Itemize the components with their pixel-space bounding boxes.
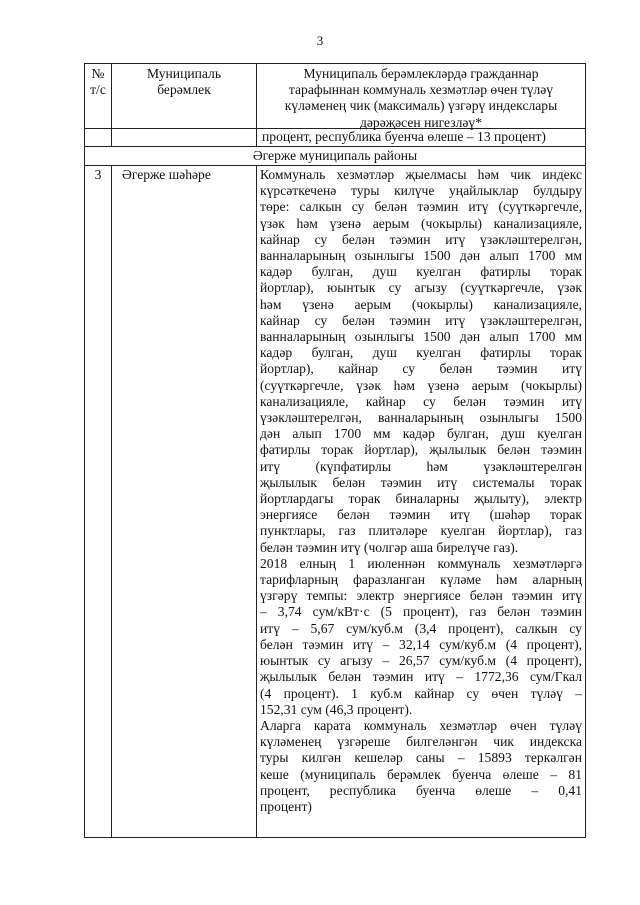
body-line: 152,31 сум (46,3 процент). — [260, 701, 413, 717]
body-line: белән тәэмин итү – 32,14 сум/куб.м (4 процент), — [260, 636, 582, 652]
table-col-divider-1b — [111, 165, 112, 838]
body-line: процент) — [260, 798, 312, 814]
body-line: үзәк һәм үзенә аерым (чокырлы) канализацияле, — [260, 215, 582, 231]
body-line: һәм үзенә аерым (чокырлы) канализацияле, — [260, 296, 582, 312]
body-line: фатирлы торак йортлар), җылылык белән тәэмин — [260, 442, 582, 458]
body-line: дән алып 1700 мм кадәр булган, душ куелган — [260, 426, 582, 442]
body-line: юынтык су агызу – 26,57 сум/куб.м (4 процент), — [260, 653, 582, 669]
header-basis-line2: тарафыннан коммуналь хезмәтләр өчен түләү — [288, 82, 554, 98]
body-line: ванналарының озынлыгы 1500 дән алып 1700 мм — [260, 329, 582, 345]
body-line: үзәкләштерелгән, ванналарының озынлыгы 1500 — [260, 410, 582, 426]
body-line: итү – 5,67 сум/куб.м (3,4 процент), салкын су — [260, 620, 582, 636]
page-number: 3 — [316, 33, 324, 48]
header-basis — [257, 66, 585, 131]
row-municipality: Әгерже шәһәре — [122, 167, 211, 182]
body-line: йортлар), юынтык су агызу (суүткәргечле, үзәк — [260, 280, 582, 296]
row-basis-text — [260, 167, 582, 815]
header-number — [85, 66, 111, 98]
body-line: йортлар), кайнар су белән тәэмин итү — [260, 361, 582, 377]
body-line: төре: салкын су белән тәэмин итү (суүткәргечле, — [260, 199, 582, 215]
table-border-top — [84, 63, 586, 64]
body-line: кайнар су белән тәэмин итү үзәкләштерелгән, — [260, 312, 582, 328]
header-municipality-line1: Муниципаль — [146, 66, 222, 81]
body-line: җылылык белән тәэмин итү – 1772,36 сум/Гкал — [260, 669, 582, 685]
body-line: энергиясе белән тәэмин итү (шәһәр торак — [260, 507, 582, 523]
body-line: – 3,74 сум/кВт·с (5 процент), газ белән тәэмин — [260, 604, 582, 620]
body-line: тарифларның фаразланган күләме һәм аларның — [260, 572, 582, 588]
header-basis-line4: дәрәҗәсен нигезләү* — [359, 114, 483, 130]
body-line: кайнар су белән тәэмин итү үзәкләштерелгән, — [260, 231, 582, 247]
table-section-divider — [84, 165, 586, 166]
body-line: Коммуналь хезмәтләр җыелмасы һәм чик индекс — [260, 167, 582, 182]
row-number: 3 — [94, 167, 102, 182]
section-title: Әгерже муниципаль районы — [252, 148, 418, 163]
body-line: кадәр булган, душ куелган фатирлы торак — [260, 264, 582, 280]
header-number-line1: № — [91, 66, 105, 81]
body-line: пунктлары, газ плитәләре куелган йортлар), газ — [260, 523, 582, 539]
body-line: кадәр булган, душ куелган фатирлы торак — [260, 345, 582, 361]
body-line: 2018 елның 1 июленнән коммуналь хезмәтләргә — [260, 555, 582, 571]
table-col-divider-2b — [256, 165, 257, 838]
header-basis-line3: күләменең чик (максималь) үзгәрү индекслары — [284, 98, 558, 114]
body-line: күләменең үзгәреше билгеләнгән чик индекска — [260, 734, 582, 750]
body-line: (суүткәргечле, үзәк һәм үзенә аерым (чокырлы) — [260, 377, 582, 393]
body-line: йортлардагы торак биналарны җылыту), электр — [260, 491, 582, 507]
table-border-right — [585, 63, 586, 838]
body-line: Аларга карата коммуналь хезмәтләр өчен түләү — [260, 717, 582, 733]
body-line: кеше (муниципаль берәмлек буенча өлеше – 81 — [260, 766, 582, 782]
header-number-line2: т/с — [90, 82, 106, 98]
table-continuation-divider — [84, 146, 586, 147]
body-line: (4 процент). 1 куб.м кайнар су өчен түләү – — [260, 685, 582, 701]
header-municipality — [112, 66, 256, 98]
body-line: белән тәэмин итү (чолгәр аша бирелүче газ). — [260, 539, 519, 555]
body-line: итү (күпфатирлы һәм үзәкләштерелгән — [260, 458, 582, 474]
header-municipality-line2: берәмлек — [157, 82, 211, 98]
body-line: канализацияле, кайнар су белән тәэмин итү — [260, 393, 582, 409]
body-line: үзгәрү темпы: электр энергиясе белән тәэмин итү — [260, 588, 582, 604]
body-line: күрсәткеченә туры килүче уңайлыклар булдыру — [260, 183, 582, 199]
continuation-text: процент, республика буенча өлеше – 13 процент) — [262, 129, 546, 144]
body-line: җылылык белән тәэмин итү системалы торак — [260, 474, 582, 490]
table-border-bottom — [84, 837, 586, 838]
body-line: туры килгән кешеләр саны – 15893 теркәлгән — [260, 750, 582, 766]
header-basis-line1: Муниципаль берәмлекләрдә гражданнар — [303, 66, 539, 81]
body-line: процент, республика буенча өлеше – 0,41 — [260, 782, 582, 798]
body-line: ванналарының озынлыгы 1500 дән алып 1700 мм — [260, 248, 582, 264]
